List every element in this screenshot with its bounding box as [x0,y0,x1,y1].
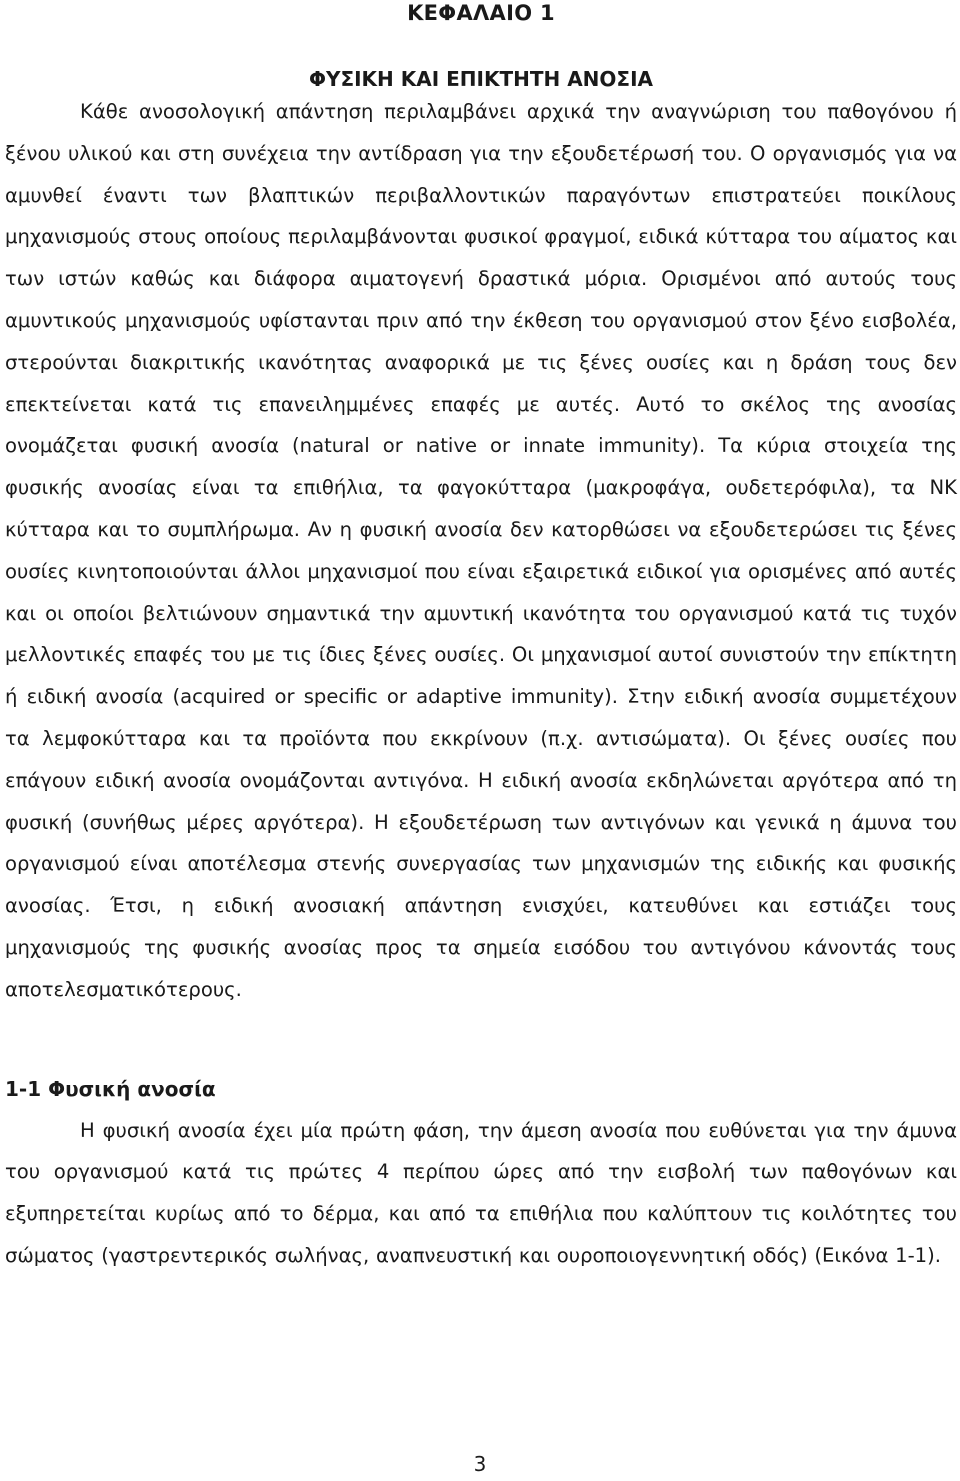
section-title: ΦΥΣΙΚΗ ΚΑΙ ΕΠΙΚΤΗΤΗ ΑΝΟΣΙΑ [308,67,654,91]
chapter-title: ΚΕΦΑΛΑΙΟ 1 [407,1,555,25]
subsection-title: 1-1 Φυσική ανοσία [5,1076,216,1101]
section-paragraph: Κάθε ανοσολογική απάντηση περιλαμβάνει αρχικά την αναγνώριση του παθογόνου ή ξένου υλικού και στη συνέχεια την αντίδραση για την εξουδετέρωσή του. Ο οργανισμός για να αμυνθεί έναντι των βλαπτικών περιβαλλοντικών παραγόντων επιστρατεύει ποικίλους μηχανισμούς στους οποίους περιλαμβάνονται φυσικοί φραγμοί, ειδικά κύτταρα του αίματος και των ιστών καθώς και διάφορα αιματογενή δραστικά μόρια. Ορισμένοι από αυτούς τους αμυντικούς μηχανισμούς υφίστανται πριν από την έκθεση του οργανισμού στον ξένο εισβολέα, στερούνται διακριτικής ικανότητας αναφορικά με τις ξένες ουσίες και η δράση τους δεν επεκτείνεται κατά τις επανειλημμένες επαφές με αυτές. Αυτό το σκέλος της ανοσίας ονομάζεται φυσική ανοσία (natural or native or innate immunity). Τα κύρια στοιχεία της φυσικής ανοσίας είναι τα επιθήλια, τα φαγοκύτταρα (μακροφάγα, ουδετερόφιλα), τα NK κύτταρα και το συμπλήρωμα. Αν η φυσική ανοσία δεν κατορθώσει να εξουδετερώσει τις ξένες ουσίες κινητοποιούνται άλλοι μηχανισμοί που είναι εξαιρετικά ειδικοί για ορισμένες από αυτές και οι οποίοι βελτιώνουν σημαντικά την αμυντική ικανότητα του οργανισμού κατά τις τυχόν μελλοντικές επαφές του με τις ίδιες ξένες ουσίες. Οι μηχανισμοί αυτοί συνιστούν την επίκτητη ή ειδική ανοσία (acquired or specific or adaptive immunity). Στην ειδική ανοσία συμμετέχουν τα λεμφοκύτταρα και τα προϊόντα που εκκρίνουν (π.χ. αντισώματα). Οι ξένες ουσίες που επάγουν ειδική ανοσία ονομάζονται αντιγόνα. Η ειδική ανοσία εκδηλώνεται αργότερα από τη φυσική (συνήθως μέρες αργότερα). Η εξουδετέρωση των αντιγόνων και γενικά η άμυνα του οργανισμού είναι αποτέλεσμα στενής συνεργασίας των μηχανισμών της ειδικής και φυσικής ανοσίας. Έτσι, η ειδική ανοσιακή απάντηση ενισχύει, κατευθύνει και εστιάζει τους μηχανισμούς της φυσικής ανοσίας προς τα σημεία εισόδου του αντιγόνου κάνοντάς τους αποτελεσματικότερους. [5,100,957,1001]
subsection-paragraph: Η φυσική ανοσία έχει μία πρώτη φάση, την άμεση ανοσία που ευθύνεται για την άμυνα του οργανισμού κατά τις πρώτες 4 περίπου ώρες από την εισβολή των παθογόνων και εξυπηρετείται κυρίως από το δέρμα, και από τα επιθήλια που καλύπτουν τις κοιλότητες του σώματος (γαστρεντερικός σωλήνας, αναπνευστική και ουροποιογεννητική οδός) (Εικόνα 1-1). [5,1118,957,1267]
page-number: 3 [473,1452,487,1476]
document-page [5,0,957,1277]
